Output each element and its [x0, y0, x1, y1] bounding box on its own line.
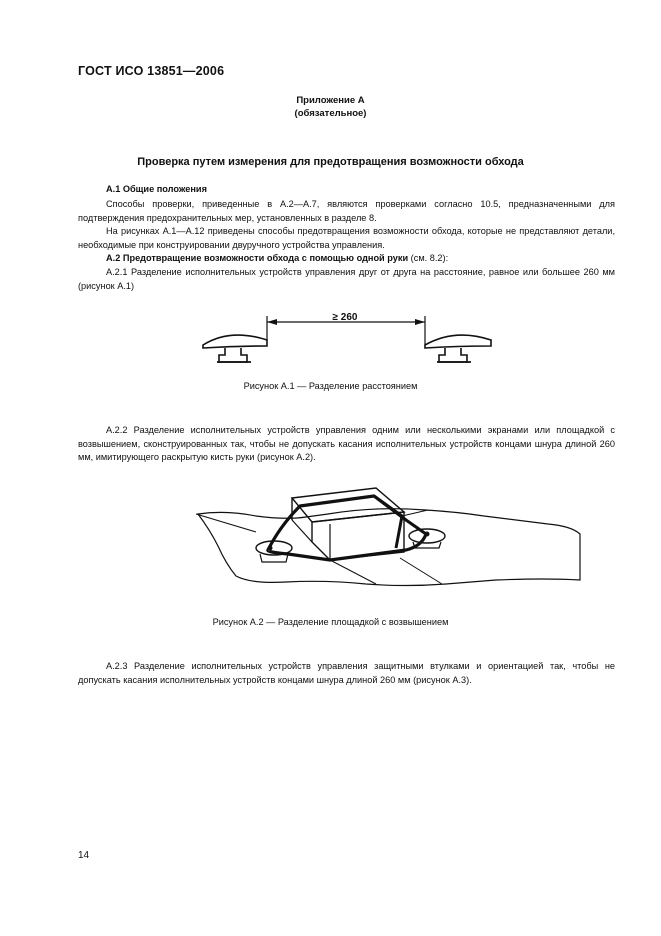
- base-plate-outline: [198, 509, 580, 586]
- section-a1-heading: А.1 Общие положения: [106, 184, 207, 194]
- left-control-base: [219, 348, 247, 362]
- paragraph-a2-2: А.2.2 Разделение исполнительных устройств управления одним или несколькими экранами или площадкой с возвышением, сконструированных так, чтобы не допускать касания исполнительных устройств концами шнура длиной 260 мм, имитирующего раскрытую кисть руки (рисунок А.2).: [78, 425, 615, 462]
- section-a1-paragraph-2: На рисунках А.1—А.12 приведены способы предотвращения возможности обхода, которые не представляют детали, необходимые при конструировании двуручного устройства управления.: [78, 226, 615, 250]
- main-title: Проверка путем измерения для предотвращения возможности обхода: [137, 156, 524, 168]
- annex-title: Приложение А: [296, 95, 365, 106]
- left-control-cap: [203, 335, 267, 348]
- figure-a1-caption: Рисунок А.1 — Разделение расстоянием: [243, 381, 418, 391]
- right-control-cap: [425, 335, 491, 348]
- section-a1-paragraph-1: Способы проверки, приведенные в А.2—А.7, являются проверками согласно 10.5, предназначенными для подтверждения предохранительных мер, установленных в разделе 8.: [78, 199, 615, 223]
- figure-a1-drawing: [195, 310, 495, 370]
- page-number: 14: [78, 850, 90, 861]
- right-control-base: [439, 348, 467, 362]
- dimension-label: ≥ 260: [332, 312, 358, 323]
- figure-a2-drawing: [196, 484, 586, 594]
- paragraph-a2-1: А.2.1 Разделение исполнительных устройств управления друг от друга на расстояние, равное или большее 260 мм (рисунок А.1): [78, 267, 615, 291]
- figure-a2-caption: Рисунок А.2 — Разделение площадкой с возвышением: [212, 617, 449, 627]
- paragraph-a2-3: А.2.3 Разделение исполнительных устройств управления защитными втулками и ориентацией так, чтобы не допускать касания исполнительных устройств концами шнура длиной 260 мм (рисунок А.3).: [78, 661, 615, 685]
- annex-type: (обязательное): [294, 108, 367, 119]
- section-a2-heading-suffix: (см. 8.2):: [408, 253, 449, 263]
- document-header: ГОСТ ИСО 13851—2006: [78, 64, 225, 78]
- section-a2-heading: А.2 Предотвращение возможности обхода с помощью одной руки: [106, 253, 409, 263]
- section-a2-heading-line: [78, 252, 615, 266]
